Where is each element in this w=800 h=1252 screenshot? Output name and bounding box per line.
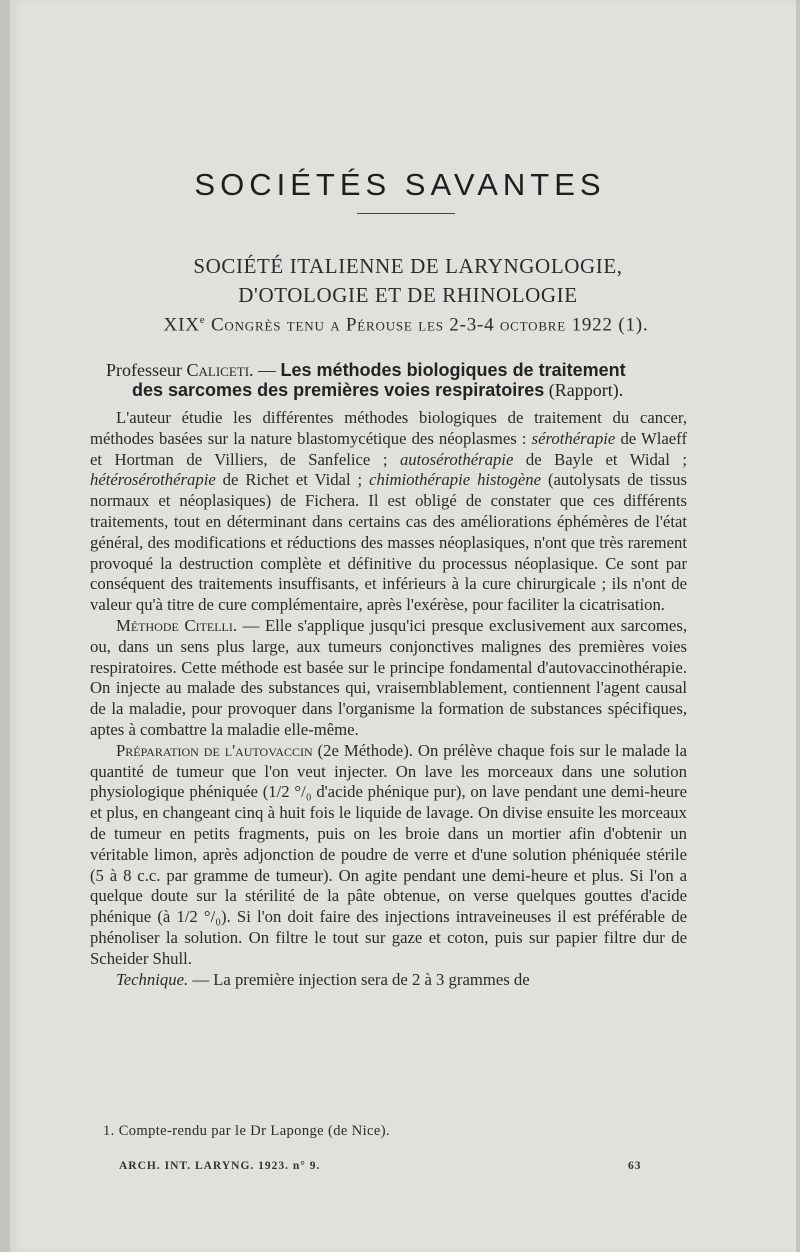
article-body (90, 408, 687, 990)
p4-italic-technique: Technique. (116, 969, 189, 989)
p2-text: — Elle s'applique jusqu'ici presque exclusivement aux sarcomes, ou, dans un sens plus large, aux tumeurs conjonctives malignes des premières voies respiratoires. Cette méthode est basée sur le principe fondamental d'autovaccinothérapie. On injecte au malade des substances qui, vraisemblablement, contiennent l'agent causal de la maladie, pour provoquer dans l'organisme la formation de substances spécifiques, aptes à combattre la maladie elle-même. (90, 615, 687, 739)
p3-text: (2e Méthode). On prélève chaque fois sur le malade la quantité de tumeur que l'on veut injecter. On lave les morceaux dans une solution physiologique phéniquée (1/2 °/₀ d'acide phénique pur), on lave pendant une demi-heure et plus, en changeant cinq à huit fois le liquide de lavage. On divise ensuite les morceaux de tumeur en petits fragments, puis on les broie dans un mortier afin d'obtenir un véritable limon, après adjonction de poudre de verre et d'une solution phéniquée stérile (5 à 8 c.c. par gramme de tumeur). On agite pendant une demi-heure et plus. Si l'on a quelque doute sur la stérilité de la pâte obtenue, on verse quelques gouttes d'acide phénique (à 1/2 °/₀). Si l'on doit faire des injections intraveineuses il est préférable de phénoliser la solution. On filtre le tout sur gaze et coton, puis sur papier filtre dur de Scheider Shull. (90, 740, 687, 968)
society-line-2: D'OTOLOGIE ET DE RHINOLOGIE (238, 283, 578, 307)
congress-month: octobre (494, 314, 572, 336)
p1-text-c: de Bayle et Widal ; (513, 449, 687, 469)
title-dash: . — (249, 360, 281, 380)
p1-text-a: L'auteur étudie les différentes méthodes biologiques de traitement du cancer, méthodes basées sur la nature blastomycétique des néoplasmes : (90, 408, 687, 448)
paragraph-4 (90, 970, 687, 991)
paragraph-1 (90, 408, 687, 616)
paragraph-2 (90, 616, 687, 741)
author-name: Caliceti (186, 360, 250, 380)
section-heading: SOCIÉTÉS SAVANTES (194, 167, 606, 202)
society-name (0, 252, 800, 310)
heading-rule (357, 213, 455, 214)
p1-italic-heteroserotherapie: hétérosérothérapie (90, 470, 216, 490)
paragraph-3 (90, 741, 687, 970)
p1-italic-chimiotherapie: chimiothérapie histogène (369, 470, 542, 490)
congress-text: Congrès tenu a Pérouse les (205, 314, 450, 336)
author-prefix: Professeur (106, 360, 187, 380)
footnote: 1. Compte-rendu par le Dr Laponge (de Nice). (103, 1123, 390, 1139)
p1-italic-autoserotherapie: autosérothérapie (399, 449, 514, 469)
page-number: 63 (628, 1160, 642, 1172)
society-line-1: SOCIÉTÉ ITALIENNE DE LARYNGOLOGIE, (193, 254, 623, 278)
journal-reference: ARCH. INT. LARYNG. 1923. n° 9. (119, 1160, 321, 1172)
p1-italic-serotherapie: sérothérapie (531, 428, 616, 448)
p2-method-name: Méthode Citelli. (116, 615, 238, 635)
p1-text-b: de Wlaeff et Hortman de Villiers, de Sanfelice ; (90, 428, 687, 469)
title-line-2-wrap (106, 380, 686, 400)
congress-note: (1). (612, 314, 649, 336)
title-line-2: des sarcomes des premières voies respiratoires (132, 380, 545, 400)
p1-text-e: (autolysats de tissus normaux et néoplasiques) de Fichera. Il est obligé de constater que ces différents traitements, tout en déterminant dans certains cas des améliorations éphémères de l'état général, des modifications et réductions des masses néoplasiques, n'ont que très rarement provoqué la destruction complète et définitive du processus néoplasique. Ce sont par conséquent des traitements insuffisants, et inférieurs à la cure chirurgicale ; ils n'ont de valeur qu'à titre de cure complémentaire, après l'exérèse, pour faciliter la cicatrisation. (90, 470, 687, 615)
p1-text-d: de Richet et Vidal ; (215, 470, 370, 490)
congress-number: XIX (163, 314, 200, 336)
p3-section-name: Préparation de l'autovaccin (116, 740, 313, 760)
rapport-label: (Rapport). (544, 380, 624, 400)
congress-superscript: e (199, 314, 206, 326)
congress-year: 1922 (571, 314, 613, 336)
congress-dates: 2-3-4 (449, 314, 495, 336)
congress-line (0, 314, 800, 336)
p4-text: — La première injection sera de 2 à 3 grammes de (188, 969, 530, 989)
title-line-1: Les méthodes biologiques de traitement (280, 360, 626, 380)
article-title (106, 360, 686, 400)
